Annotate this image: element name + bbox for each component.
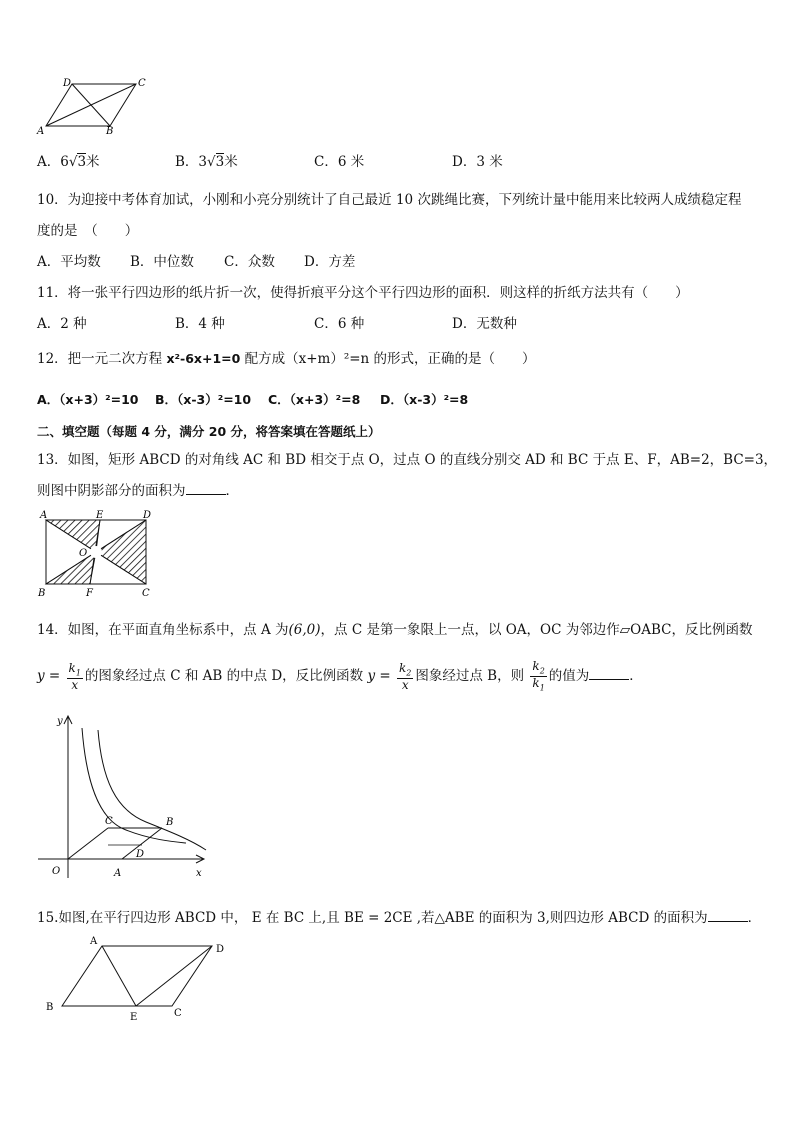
q14-answer-blank[interactable] [589,667,629,680]
q11-option-b[interactable]: B．4 种 [175,316,225,332]
q12-text: 12．把一元二次方程 x²-6x+1=0 配方成（x+m）²=n 的形式，正确的是（ ） [37,351,536,367]
q10-text-line2: 度的是 （ ） [37,223,139,239]
q11-option-c[interactable]: C．6 种 [314,316,365,332]
q12-option-d[interactable]: D．（x-3）²=8 [380,392,469,407]
fig15-label-a: A [90,936,98,947]
q13-answer-blank[interactable] [186,482,226,495]
q15-answer-blank[interactable] [708,909,748,922]
fig15-label-d: D [216,944,225,955]
q11-text: 11．将一张平行四边形的纸片折一次，使得折痕平分这个平行四边形的面积．则这样的折纸方法共有（ ） [37,285,689,301]
q12-option-c[interactable]: C．（x+3）²=8 [268,392,361,407]
q14-fraction-k1-x: $\frac{k_1}{x}$ [68,660,81,692]
q13-text-line1: 13．如图，矩形 ABCD 的对角线 AC 和 BD 相交于点 O，过点 O 的直线分别交 AD 和 BC 于点 E、F，AB=2，BC=3， [37,452,778,468]
fig14-label-c: C [105,816,113,827]
q14-coordinate-figure [36,710,216,882]
q14-fraction-k2-x: $\frac{k_2}{x}$ [399,660,412,692]
q10-option-b[interactable]: B．中位数 [130,254,194,270]
fig15-label-b: B [46,1002,54,1013]
q11-option-d[interactable]: D．无数种 [452,316,517,332]
q14-text-line2: y = $\frac{k_1}{x}$ 的图象经过点 C 和 AB 的中点 D，反比例函数 y = $\frac{k_2}{x}$ 图象经过点 B，则 $\frac{k_2}{k_1}$ 的值为 ． [37,659,643,693]
fig14-label-b: B [166,817,174,828]
q14-point-a: (6,0) [288,622,321,638]
q9-option-c[interactable]: C．6 米 [314,154,365,170]
fig9-label-d: D [63,78,72,89]
fig9-label-a: A [37,126,45,137]
q12-option-b[interactable]: B．（x-3）²=10 [155,392,252,407]
q15-text: 15.如图,在平行四边形 ABCD 中， E 在 BC 上,且 BE = 2CE ,若△ABE 的面积为 3,则四边形 ABCD 的面积为 ． [37,910,762,926]
fig14-label-d: D [136,849,145,860]
q12-equation: x²-6x+1=0 [166,351,241,366]
q9-option-a[interactable]: A．6√3米 [37,154,100,170]
fig15-label-e: E [130,1012,138,1023]
fig9-label-b: B [106,126,114,137]
q11-option-a[interactable]: A．2 种 [37,316,87,332]
fig13-label-b: B [38,588,46,599]
fig15-label-c: C [174,1008,182,1019]
fig13-label-f: F [86,588,93,599]
fig13-label-e: E [96,510,104,521]
q10-text-line1: 10．为迎接中考体育加试，小刚和小亮分别统计了自己最近 10 次跳绳比赛，下列统计量中能用来比较两人成绩稳定程 [37,192,742,208]
fig13-label-a: A [40,510,48,521]
section-2-heading: 二、填空题（每题 4 分，满分 20 分，将答案填在答题纸上） [37,424,381,439]
q9-option-b[interactable]: B．3√3米 [175,154,238,170]
fig14-label-a: A [114,868,122,879]
q12-option-a[interactable]: A．（x+3）²=10 [37,392,139,407]
fig14-label-y: y [57,716,63,727]
q15-parallelogram-figure [40,932,240,1024]
q13-rectangle-figure [32,506,162,602]
fig14-label-o: O [52,866,61,877]
q9-option-d[interactable]: D．3 米 [452,154,503,170]
fig13-label-d: D [143,510,152,521]
q9-parallelogram-figure [34,74,152,138]
q14-text-line1: 14．如图，在平面直角坐标系中，点 A 为(6,0)，点 C 是第一象限上一点，以 OA，OC 为邻边作▱OABC，反比例函数 [37,622,753,638]
fig13-label-o: O [79,548,88,559]
q10-option-c[interactable]: C．众数 [224,254,275,270]
q14-fraction-k2-k1: $\frac{k_2}{k_1}$ [532,659,545,693]
q13-text-line2: 则图中阴影部分的面积为 ． [37,483,239,499]
q10-option-a[interactable]: A．平均数 [37,254,101,270]
q10-option-d[interactable]: D．方差 [304,254,356,270]
sqrt-symbol: √ [68,154,78,170]
sqrt-symbol: √ [207,154,216,170]
fig9-label-c: C [138,78,146,89]
fig13-label-c: C [142,588,150,599]
fig14-label-x: x [196,868,202,879]
